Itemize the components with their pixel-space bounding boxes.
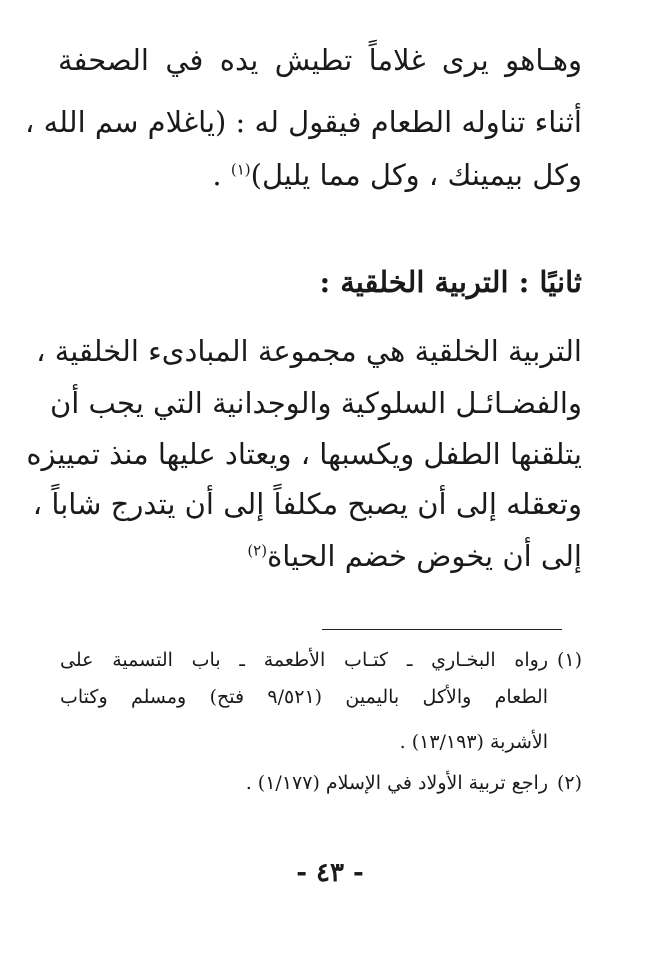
paragraph2-line5 xyxy=(58,536,582,576)
footnote1-number: (١) xyxy=(556,649,582,671)
footnote-ref-2: (٢) xyxy=(247,541,268,560)
footnote2-number: (٢) xyxy=(556,772,582,794)
paragraph2-line5-text: إلى أن يخوض خضم الحياة xyxy=(267,539,582,573)
section-heading: ثانيًا : التربية الخلقية : xyxy=(319,265,582,299)
paragraph1-line3-text: وكل بيمينك ، وكل مما يليل) xyxy=(250,158,582,192)
paragraph2-line3: يتلقنها الطفل ويكسبها ، ويعتاد عليها منذ تمييزه xyxy=(26,437,582,471)
footnote-separator xyxy=(322,629,562,630)
paragraph2-line2: والفضـائـل السلوكية والوجدانية التي يجب أن xyxy=(49,386,582,420)
footnote1-line2: الطعام والأكل باليمين (٩/٥٢١ فتح) ومسلم وكتاب xyxy=(60,686,548,708)
page-number: - ٤٣ - xyxy=(296,858,364,888)
footnote2-line1: راجع تربية الأولاد في الإسلام (١/١٧٧) . xyxy=(245,772,548,794)
footnote-ref-1: (١) xyxy=(230,160,251,179)
paragraph1-line3 xyxy=(58,155,582,195)
paragraph2-line4: وتعقله إلى أن يصبح مكلفاً إلى أن يتدرج شاباً ، xyxy=(32,487,582,521)
paragraph1-line3-end: . xyxy=(212,158,231,192)
footnote1-line3: الأشربة (١٣/١٩٣) . xyxy=(399,731,548,753)
footnote1-line1: رواه البخـاري ـ كتـاب الأطعمة ـ باب التسمية على xyxy=(60,649,548,671)
paragraph1-line2: أثناء تناوله الطعام فيقول له : (ياغلام سم الله ، xyxy=(25,105,582,139)
paragraph1-line1: وهـاهو يرى غلاماً تطيش يده في الصحفة xyxy=(58,43,582,77)
paragraph2-line1: التربية الخلقية هي مجموعة المبادىء الخلقية ، xyxy=(36,334,582,368)
